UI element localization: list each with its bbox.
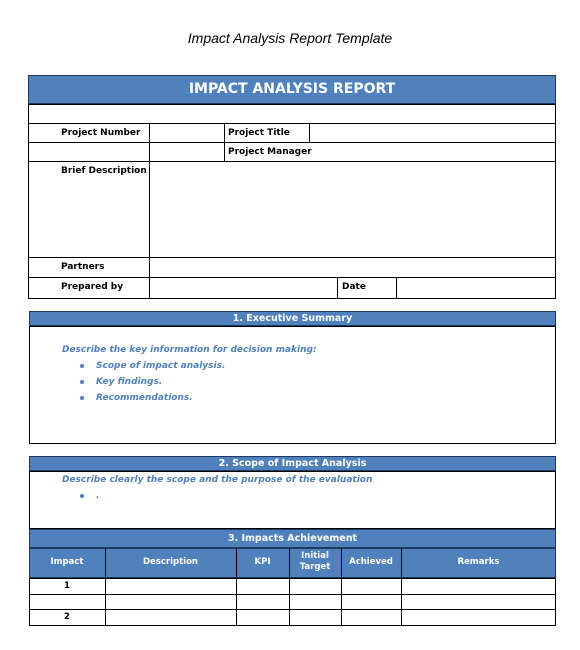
report-header-text: IMPACT ANALYSIS REPORT xyxy=(188,81,396,97)
executive-summary-bullet: Scope of impact analysis. xyxy=(96,361,226,371)
scope-bullet: . xyxy=(96,491,100,501)
partners-label: Partners xyxy=(61,262,105,272)
bullet-icon xyxy=(80,380,84,384)
date-label: Date xyxy=(342,282,366,292)
executive-summary-bullet: Key findings. xyxy=(96,377,163,387)
remarks-column-header: Remarks xyxy=(457,557,500,567)
impact-column-header: Impact xyxy=(50,557,84,567)
prepared-by-label: Prepared by xyxy=(61,282,124,292)
executive-summary-heading xyxy=(29,311,556,326)
page-title: Impact Analysis Report Template xyxy=(187,30,393,46)
achieved-column-header: Achieved xyxy=(349,557,393,567)
kpi-column-header: KPI xyxy=(254,557,271,567)
report-header xyxy=(28,75,556,104)
impacts-heading-text: 3. Impacts Achievement xyxy=(227,533,358,544)
project-number-label: Project Number xyxy=(61,128,141,138)
table-row-number: 1 xyxy=(64,581,70,591)
bullet-icon xyxy=(80,364,84,368)
table-row-number: 2 xyxy=(64,612,70,622)
executive-summary-heading-text: 1. Executive Summary xyxy=(232,313,353,324)
executive-summary-intro: Describe the key information for decision making: xyxy=(62,345,317,355)
impacts-table-body xyxy=(29,578,556,626)
project-manager-label: Project Manager xyxy=(228,147,312,157)
bullet-icon xyxy=(80,494,84,498)
brief-description-label: Brief Description xyxy=(61,166,147,176)
executive-summary-bullet: Recommendations. xyxy=(96,393,193,403)
description-column-header: Description xyxy=(143,557,198,567)
impacts-heading xyxy=(29,529,556,548)
initial-target-column-header: Initial Target xyxy=(299,551,331,572)
scope-heading-text: 2. Scope of Impact Analysis xyxy=(218,458,367,469)
bullet-icon xyxy=(80,396,84,400)
project-title-label: Project Title xyxy=(228,128,290,138)
scope-intro: Describe clearly the scope and the purpose of the evaluation xyxy=(62,475,373,485)
scope-heading xyxy=(29,456,556,471)
